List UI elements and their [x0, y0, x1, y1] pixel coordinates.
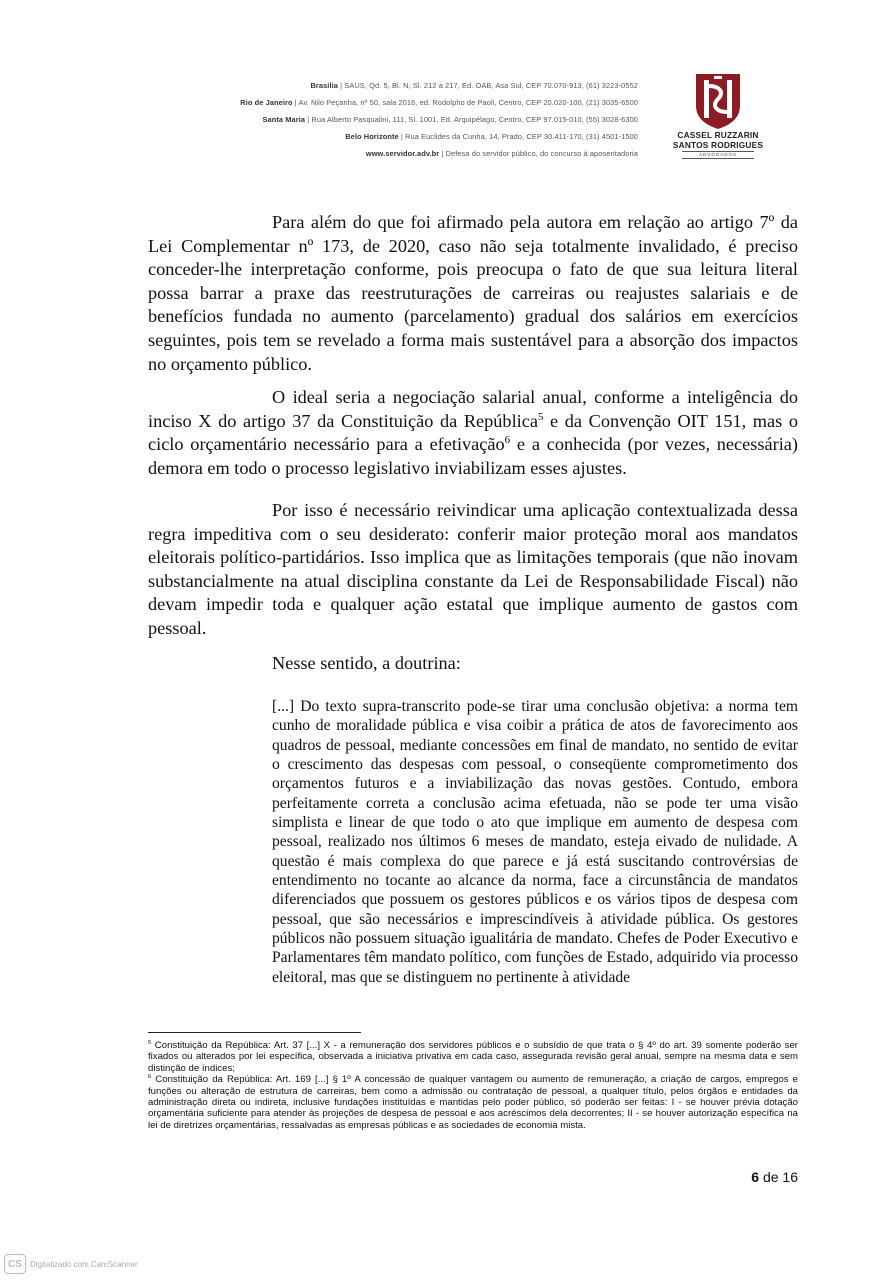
paragraph-text: Para além do que foi afirmado pela autora em relação ao artigo 7º da Lei Complementar nº 173, de 2020, caso não seja totalmente invalidado, é preciso conceder-lhe interpretação conforme, pois preocupa o fato de que sua leitura literal possa barrar a praxe das reestruturações de carreiras ou reajustes salariais e de benefícios fundada no aumento (parcelamento) gradual dos salários em exercícios seguintes, pois tem se revelado a forma mais sustentável para a absorção dos impactos no orçamento público.: [148, 212, 798, 374]
cassel-ruzzarin-logo-icon: [693, 72, 743, 130]
footnote-ref: 5: [537, 410, 544, 423]
camscanner-icon: CS: [4, 1254, 26, 1274]
firm-logo: [672, 72, 764, 166]
paragraph-text: Por isso é necessário reivindicar uma aplicação contextualizada dessa regra impeditiva com o seu desiderato: conferir maior proteção moral aos mandatos eleitorais político-partidários. Isso implica que as limitações temporais (que não inovam substancialmente na atual disciplina constante da Lei de Responsabilidade Fiscal) não devam impedir toda e qualquer ação estatal que implique aumento de gastos com pessoal.: [148, 500, 798, 638]
paragraph-text: Nesse sentido, a doutrina:: [272, 653, 461, 673]
address-line: Rio de Janeiro | Av. Nilo Peçanha, nº 50, sala 2016, ed. Rodolpho de Paoli, Centro, CEP 20.020-100, (21) 3035-6500: [240, 98, 638, 107]
footnote-ref: 6: [504, 434, 511, 447]
logo-subtitle: ADVOGADOS: [682, 151, 754, 159]
footnote: $^6$ Constituição da República: Art. 169 [...] § 1º A concessão de qualquer vantagem ou aumento de remuneração, a criação de cargos, empregos e funções ou alteração de estrutura de carreiras, bem como a admissão ou contratação de pessoal, a qualquer título, pelos órgãos e entidades da administração direta ou indireta, inclusive fundações instituídas e mantidas pelo poder público, só poderão ser feitas: I - se houver prévia dotação orçamentária suficiente para atender às projeções de despesa de pessoal e aos acréscimos dela decorrentes; II - se houver autorização específica na lei de diretrizes orçamentárias, ressalvadas as empresas públicas e as sociedades de economia mista.: [148, 1074, 798, 1131]
website-line: www.servidor.adv.br | Defesa do servidor público, do concurso à aposentadoria: [365, 149, 638, 158]
page-number: 6 de 16: [751, 1169, 798, 1185]
paragraph: [148, 499, 798, 641]
address-line: Santa Maria | Rua Alberto Pasqualini, 111, Sl. 1001, Ed. Arquipélago, Centro, CEP 97.015-010, (55) 3028-6300: [262, 115, 638, 124]
footnotes: [148, 1040, 798, 1131]
block-quote: [...] Do texto supra-transcrito pode-se tirar uma conclusão objetiva: a norma tem cunho de moralidade pública e visa coibir a prática de atos de favorecimento aos quadros de pessoal, mediante concessões em final de mandato, no sentido de evitar o crescimento das despesas com pessoal, o conseqüente comprometimento dos orçamentos futuros e a inviabilização das novas gestões. Contudo, embora perfeitamente correta a conclusão acima efetuada, não se pode ter uma visão simplista e linear de que todo o ato que implique em aumento de despesa com pessoal, realizado nos últimos 6 meses de mandato, esteja eivado de nulidade. A questão é mais complexa do que parece e já está suscitando controvérsias de entendimento no tocante ao alcance da norma, face a circunstância de mandatos diferenciados que possuem os gestores públicos e os vários tipos de despesa com pessoal, que são necessários e imprescindíveis à atividade pública. Os gestores públicos não possuem situação igualitária de mandato. Chefes de Poder Executivo e Parlamentares têm mandato político, com funções de Estado, adquirido via processo eleitoral, mas que se distinguem no pertinente à atividade: [272, 698, 798, 986]
paragraph-text: O ideal seria a negociação salarial anual, conforme a inteligência do inciso X do artigo 37 da Constituição da República$^5$ e da Convenção OIT 151, mas o ciclo orçamentário necessário para a efetivação$^6$ e a conhecida (por vezes, necessária) demora em todo o processo legislativo inviabilizam esses ajustes.: [148, 387, 798, 478]
footnote-divider: [148, 1032, 361, 1033]
letterhead-addresses: [118, 77, 638, 162]
footnote: $^5$ Constituição da República: Art. 37 [...] X - a remuneração dos servidores públicos e o subsídio de que trata o § 4º do art. 39 somente poderão ser fixados ou alterados por lei específica, observada a iniciativa privativa em cada caso, assegurada revisão geral anual, sempre na mesma data e sem distinção de índices;: [148, 1039, 798, 1074]
logo-name-line1: CASSEL RUZZARIN: [677, 130, 759, 140]
paragraph: [148, 386, 798, 480]
paragraph: [148, 652, 798, 676]
address-line: Brasília | SAUS, Qd. 5, Bl. N, Sl. 212 a 217, Ed. OAB, Asa Sul, CEP 70.070-913, (61) 3223-0552: [310, 81, 638, 90]
logo-name-line2: SANTOS RODRIGUES: [672, 140, 764, 150]
scanner-watermark: [4, 1254, 138, 1274]
scanner-label: Digitalizado com CamScanner: [30, 1259, 138, 1269]
paragraph: [148, 211, 798, 376]
address-line: Belo Horizonte | Rua Euclides da Cunha, 14, Prado, CEP 30.411-170, (31) 4501-1500: [345, 132, 638, 141]
